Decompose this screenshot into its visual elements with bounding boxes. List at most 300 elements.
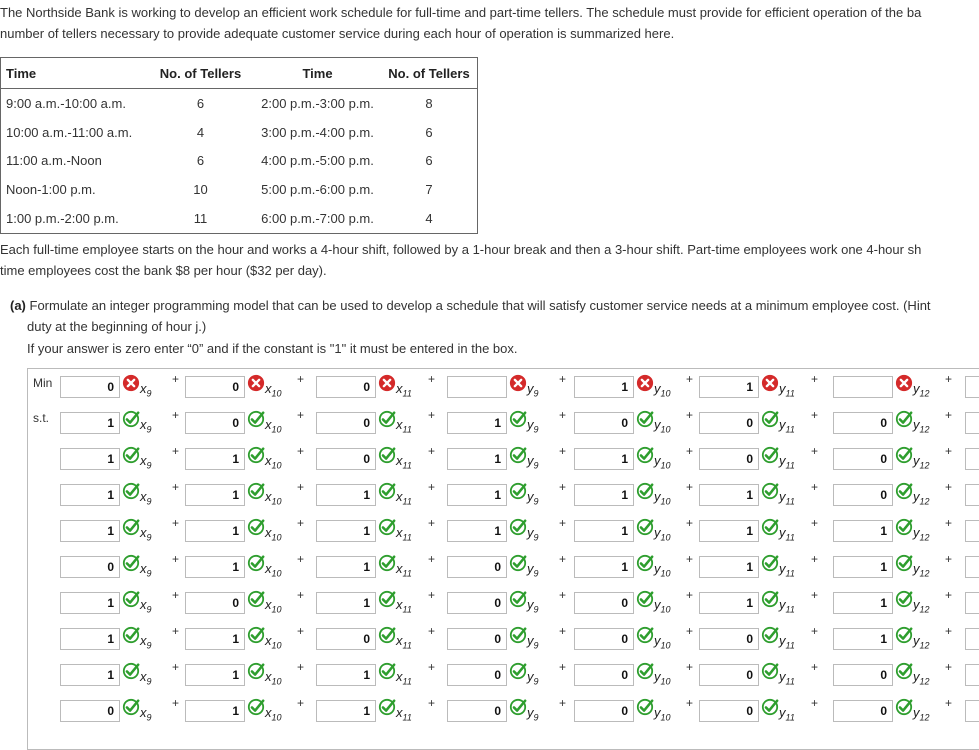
coefficient-input[interactable]: 0 xyxy=(316,376,376,398)
tellers-cell: 6 xyxy=(196,153,205,169)
variable-base: y xyxy=(913,453,920,468)
variable-subscript: 11 xyxy=(402,676,412,687)
plus-sign: + xyxy=(297,480,305,494)
variable-label xyxy=(654,633,671,651)
coefficient-input[interactable]: 1 xyxy=(316,700,376,722)
variable-base: y xyxy=(779,381,786,396)
tellers-cell: 8 xyxy=(425,95,433,111)
coefficient-input[interactable]: 1 xyxy=(447,448,507,470)
variable-subscript: 10 xyxy=(271,676,282,687)
plus-sign: + xyxy=(686,372,694,386)
variable-base: y xyxy=(779,633,786,648)
coefficient-input[interactable]: 0 xyxy=(699,448,759,470)
tellers-cell: 7 xyxy=(425,182,433,198)
plus-sign: + xyxy=(297,660,305,674)
variable-base: x xyxy=(140,381,147,396)
coefficient-input[interactable]: 1 xyxy=(833,520,893,542)
checkmark-icon xyxy=(636,698,654,716)
shift-line-2: time employees cost the bank $8 per hour ($32 per day). xyxy=(0,263,327,278)
variable-subscript: 11 xyxy=(402,532,412,543)
plus-sign: + xyxy=(428,552,436,566)
variable-label xyxy=(779,525,795,543)
coefficient-input[interactable]: 1 xyxy=(574,556,634,578)
cross-icon xyxy=(895,374,913,392)
variable-label xyxy=(779,561,795,579)
plus-sign: + xyxy=(297,372,305,386)
time-cell: 3:00 p.m.-4:00 p.m. xyxy=(261,124,374,140)
variable-subscript: 9 xyxy=(146,712,152,723)
variable-label xyxy=(913,381,930,399)
variable-base: x xyxy=(396,417,403,432)
coefficient-input[interactable] xyxy=(965,448,979,470)
coefficient-input[interactable]: 0 xyxy=(833,412,893,434)
checkmark-icon xyxy=(761,590,779,608)
variable-label xyxy=(913,669,930,687)
variable-base: x xyxy=(140,705,147,720)
variable-base: x xyxy=(396,489,403,504)
coefficient-input[interactable]: 1 xyxy=(447,520,507,542)
checkmark-icon xyxy=(247,482,265,500)
variable-label xyxy=(527,669,539,687)
variable-subscript: 10 xyxy=(660,388,671,399)
variable-base: x xyxy=(140,633,147,648)
variable-base: y xyxy=(779,597,786,612)
coefficient-input[interactable]: 1 xyxy=(833,556,893,578)
checkmark-icon xyxy=(378,482,396,500)
variable-base: x xyxy=(265,525,272,540)
plus-sign: + xyxy=(945,624,953,638)
cross-icon xyxy=(122,374,140,392)
plus-sign: + xyxy=(945,696,953,710)
variable-subscript: 10 xyxy=(271,496,282,507)
variable-base: y xyxy=(654,525,661,540)
coefficient-input[interactable]: 1 xyxy=(699,556,759,578)
question-line-2: duty at the beginning of hour j.) xyxy=(27,319,207,334)
variable-base: y xyxy=(527,381,534,396)
coefficient-input[interactable] xyxy=(965,592,979,614)
plus-sign: + xyxy=(428,696,436,710)
plus-sign: + xyxy=(686,516,694,530)
variable-base: y xyxy=(527,597,534,612)
variable-base: x xyxy=(265,705,272,720)
variable-label xyxy=(140,417,152,435)
variable-base: y xyxy=(779,705,786,720)
variable-subscript: 12 xyxy=(919,676,930,687)
checkmark-icon xyxy=(509,410,527,428)
coefficient-input[interactable]: 0 xyxy=(833,664,893,686)
coefficient-input[interactable]: 1 xyxy=(185,556,245,578)
variable-base: y xyxy=(654,489,661,504)
header-time-1: Time xyxy=(1,58,148,89)
coefficient-input[interactable]: 1 xyxy=(185,664,245,686)
variable-base: x xyxy=(396,633,403,648)
variable-base: y xyxy=(527,705,534,720)
coefficient-input[interactable]: 0 xyxy=(447,700,507,722)
variable-subscript: 11 xyxy=(785,712,795,723)
plus-sign: + xyxy=(945,480,953,494)
time-cell: 1:00 p.m.-2:00 p.m. xyxy=(6,211,119,227)
variable-label xyxy=(396,705,412,723)
coefficient-input[interactable] xyxy=(965,556,979,578)
variable-label xyxy=(779,669,795,687)
coefficient-input[interactable]: 0 xyxy=(833,448,893,470)
coefficient-input[interactable]: 1 xyxy=(316,664,376,686)
time-cell: 6:00 p.m.-7:00 p.m. xyxy=(261,211,374,227)
model-panel xyxy=(27,368,979,750)
plus-sign: + xyxy=(945,444,953,458)
table-row xyxy=(1,89,478,118)
plus-sign: + xyxy=(172,624,180,638)
coefficient-input[interactable]: 0 xyxy=(316,448,376,470)
variable-subscript: 11 xyxy=(402,568,412,579)
checkmark-icon xyxy=(378,554,396,572)
coefficient-input[interactable]: 0 xyxy=(60,556,120,578)
coefficient-input[interactable] xyxy=(965,700,979,722)
checkmark-icon xyxy=(247,410,265,428)
plus-sign: + xyxy=(811,408,819,422)
coefficient-input[interactable]: 1 xyxy=(60,520,120,542)
tellers-cell: 6 xyxy=(425,124,433,140)
variable-label xyxy=(527,561,539,579)
variable-label xyxy=(265,561,282,579)
coefficient-input[interactable]: 1 xyxy=(833,628,893,650)
coefficient-input[interactable]: 0 xyxy=(60,700,120,722)
plus-sign: + xyxy=(172,660,180,674)
variable-label xyxy=(265,669,282,687)
variable-subscript: 10 xyxy=(271,388,282,399)
checkmark-icon xyxy=(122,626,140,644)
coefficient-input[interactable]: 0 xyxy=(185,592,245,614)
variable-label xyxy=(654,705,671,723)
plus-sign: + xyxy=(686,408,694,422)
variable-subscript: 11 xyxy=(402,604,412,615)
cross-icon xyxy=(378,374,396,392)
variable-subscript: 10 xyxy=(271,640,282,651)
checkmark-icon xyxy=(247,590,265,608)
variable-subscript: 9 xyxy=(146,388,152,399)
coefficient-input[interactable]: 0 xyxy=(574,412,634,434)
answer-hint: If your answer is zero enter “0” and if the constant is "1" it must be entered in the box. xyxy=(27,341,518,356)
variable-label xyxy=(654,597,671,615)
coefficient-input[interactable]: 1 xyxy=(316,484,376,506)
tellers-cell: 11 xyxy=(193,211,208,227)
coefficient-input[interactable] xyxy=(965,628,979,650)
variable-subscript: 11 xyxy=(785,640,795,651)
variable-base: x xyxy=(265,489,272,504)
plus-sign: + xyxy=(428,480,436,494)
question-a xyxy=(10,295,931,337)
coefficient-input[interactable]: 0 xyxy=(60,376,120,398)
variable-base: x xyxy=(396,561,403,576)
coefficient-input[interactable]: 1 xyxy=(699,520,759,542)
variable-base: x xyxy=(396,525,403,540)
plus-sign: + xyxy=(172,480,180,494)
question-label: (a) xyxy=(10,298,26,313)
variable-label xyxy=(913,453,930,471)
coefficient-input[interactable]: 1 xyxy=(60,412,120,434)
variable-subscript: 11 xyxy=(402,424,412,435)
coefficient-input[interactable]: 1 xyxy=(574,520,634,542)
coefficient-input[interactable]: 1 xyxy=(833,592,893,614)
variable-subscript: 12 xyxy=(919,388,930,399)
time-cell: Noon-1:00 p.m. xyxy=(6,182,96,198)
cross-icon xyxy=(761,374,779,392)
variable-base: y xyxy=(527,561,534,576)
coefficient-input[interactable]: 1 xyxy=(60,664,120,686)
tellers-cell: 4 xyxy=(425,211,433,227)
coefficient-input[interactable]: 1 xyxy=(699,376,759,398)
coefficient-input[interactable]: 1 xyxy=(185,484,245,506)
tellers-cell: 6 xyxy=(425,153,433,169)
time-cell: 2:00 p.m.-3:00 p.m. xyxy=(261,95,374,111)
variable-subscript: 12 xyxy=(919,496,930,507)
coefficient-input[interactable] xyxy=(447,376,507,398)
plus-sign: + xyxy=(811,480,819,494)
coefficient-input[interactable]: 1 xyxy=(60,592,120,614)
coefficient-input[interactable] xyxy=(965,520,979,542)
checkmark-icon xyxy=(122,554,140,572)
coefficient-input[interactable]: 0 xyxy=(833,700,893,722)
coefficient-input[interactable]: 1 xyxy=(574,376,634,398)
tellers-cell: 4 xyxy=(196,124,205,140)
tellers-cell: 6 xyxy=(196,95,205,111)
variable-subscript: 11 xyxy=(402,712,412,723)
variable-base: y xyxy=(913,669,920,684)
checkmark-icon xyxy=(895,446,913,464)
variable-label xyxy=(265,597,282,615)
checkmark-icon xyxy=(509,626,527,644)
coefficient-input[interactable]: 1 xyxy=(60,484,120,506)
variable-subscript: 11 xyxy=(402,460,412,471)
variable-subscript: 12 xyxy=(919,424,930,435)
plus-sign: + xyxy=(172,588,180,602)
variable-label xyxy=(140,705,152,723)
plus-sign: + xyxy=(811,516,819,530)
variable-base: x xyxy=(265,453,272,468)
checkmark-icon xyxy=(509,590,527,608)
variable-subscript: 10 xyxy=(271,424,282,435)
variable-label xyxy=(654,561,671,579)
variable-subscript: 12 xyxy=(919,460,930,471)
variable-base: y xyxy=(654,381,661,396)
variable-label xyxy=(913,597,930,615)
variable-subscript: 9 xyxy=(533,388,539,399)
plus-sign: + xyxy=(428,588,436,602)
coefficient-input[interactable]: 1 xyxy=(185,700,245,722)
variable-label xyxy=(527,417,539,435)
variable-subscript: 10 xyxy=(660,568,671,579)
variable-subscript: 11 xyxy=(785,568,795,579)
checkmark-icon xyxy=(247,662,265,680)
checkmark-icon xyxy=(636,590,654,608)
time-cell: 10:00 a.m.-11:00 a.m. xyxy=(6,124,133,140)
variable-base: x xyxy=(265,597,272,612)
variable-subscript: 11 xyxy=(785,388,795,399)
checkmark-icon xyxy=(378,590,396,608)
variable-base: y xyxy=(779,417,786,432)
plus-sign: + xyxy=(811,660,819,674)
variable-base: x xyxy=(140,669,147,684)
checkmark-icon xyxy=(895,518,913,536)
variable-subscript: 9 xyxy=(533,712,539,723)
coefficient-input[interactable]: 0 xyxy=(574,700,634,722)
variable-base: x xyxy=(140,525,147,540)
shift-line-1: Each full-time employee starts on the hour and works a 4-hour shift, followed by a 1-hour break and then a 3-hour shift. Part-time employees work one 4-hour sh xyxy=(0,242,922,257)
checkmark-icon xyxy=(122,698,140,716)
coefficient-input[interactable]: 1 xyxy=(185,448,245,470)
variable-base: y xyxy=(654,417,661,432)
coefficient-input[interactable]: 0 xyxy=(447,556,507,578)
variable-base: y xyxy=(527,489,534,504)
variable-subscript: 9 xyxy=(533,604,539,615)
variable-base: y xyxy=(527,633,534,648)
variable-base: x xyxy=(140,561,147,576)
checkmark-icon xyxy=(509,698,527,716)
coefficient-input[interactable]: 1 xyxy=(447,484,507,506)
coefficient-input[interactable]: 1 xyxy=(185,520,245,542)
plus-sign: + xyxy=(945,588,953,602)
coefficient-input[interactable]: 0 xyxy=(574,592,634,614)
coefficient-input[interactable]: 0 xyxy=(185,412,245,434)
variable-subscript: 12 xyxy=(919,712,930,723)
checkmark-icon xyxy=(895,626,913,644)
coefficient-input[interactable] xyxy=(965,484,979,506)
variable-subscript: 11 xyxy=(785,532,795,543)
plus-sign: + xyxy=(559,624,567,638)
variable-label xyxy=(140,669,152,687)
plus-sign: + xyxy=(559,696,567,710)
plus-sign: + xyxy=(559,552,567,566)
coefficient-input[interactable]: 0 xyxy=(699,412,759,434)
variable-label xyxy=(527,633,539,651)
variable-subscript: 9 xyxy=(146,604,152,615)
plus-sign: + xyxy=(686,624,694,638)
coefficient-input[interactable] xyxy=(965,412,979,434)
coefficient-input[interactable]: 1 xyxy=(574,484,634,506)
variable-base: y xyxy=(779,525,786,540)
checkmark-icon xyxy=(122,590,140,608)
coefficient-input[interactable]: 0 xyxy=(316,628,376,650)
question-line-1: Formulate an integer programming model that can be used to develop a schedule that will satisfy customer service needs at a minimum employee cost. (Hint xyxy=(25,298,931,313)
plus-sign: + xyxy=(172,372,180,386)
coefficient-input[interactable] xyxy=(833,376,893,398)
coefficient-input[interactable]: 0 xyxy=(185,376,245,398)
checkmark-icon xyxy=(378,410,396,428)
intro-line-1: The Northside Bank is working to develop an efficient work schedule for full-time and part-time tellers. The schedule must provide for efficient operation of the ba xyxy=(0,5,922,20)
checkmark-icon xyxy=(122,518,140,536)
plus-sign: + xyxy=(945,552,953,566)
coefficient-input[interactable]: 1 xyxy=(60,448,120,470)
variable-subscript: 10 xyxy=(660,532,671,543)
variable-subscript: 10 xyxy=(271,568,282,579)
variable-subscript: 9 xyxy=(146,676,152,687)
st-label: s.t. xyxy=(33,411,50,425)
plus-sign: + xyxy=(172,552,180,566)
coefficient-input[interactable]: 0 xyxy=(447,628,507,650)
coefficient-input[interactable]: 0 xyxy=(699,700,759,722)
coefficient-input[interactable] xyxy=(965,376,979,398)
variable-label xyxy=(265,381,282,399)
variable-base: x xyxy=(140,417,147,432)
variable-subscript: 9 xyxy=(146,532,152,543)
variable-base: x xyxy=(396,669,403,684)
variable-subscript: 9 xyxy=(533,496,539,507)
variable-base: x xyxy=(396,381,403,396)
coefficient-input[interactable]: 1 xyxy=(699,592,759,614)
coefficient-input[interactable]: 1 xyxy=(316,556,376,578)
variable-label xyxy=(396,669,412,687)
variable-base: y xyxy=(527,417,534,432)
variable-base: y xyxy=(913,489,920,504)
variable-subscript: 11 xyxy=(785,496,795,507)
variable-base: y xyxy=(654,705,661,720)
coefficient-input[interactable]: 1 xyxy=(699,484,759,506)
variable-label xyxy=(396,417,412,435)
coefficient-input[interactable]: 0 xyxy=(833,484,893,506)
coefficient-input[interactable] xyxy=(965,664,979,686)
coefficient-input[interactable]: 1 xyxy=(316,520,376,542)
table-row xyxy=(1,147,478,176)
variable-base: y xyxy=(654,669,661,684)
time-cell: 9:00 a.m.-10:00 a.m. xyxy=(6,95,126,111)
coefficient-input[interactable]: 0 xyxy=(699,664,759,686)
coefficient-input[interactable]: 1 xyxy=(447,412,507,434)
coefficient-input[interactable]: 0 xyxy=(699,628,759,650)
variable-label xyxy=(779,597,795,615)
time-cell: 4:00 p.m.-5:00 p.m. xyxy=(261,153,374,169)
checkmark-icon xyxy=(378,518,396,536)
checkmark-icon xyxy=(378,662,396,680)
variable-base: y xyxy=(779,669,786,684)
coefficient-input[interactable]: 1 xyxy=(185,628,245,650)
coefficient-input[interactable]: 0 xyxy=(574,664,634,686)
checkmark-icon xyxy=(122,446,140,464)
header-tellers-1: No. of Tellers xyxy=(147,58,254,89)
plus-sign: + xyxy=(428,624,436,638)
plus-sign: + xyxy=(686,696,694,710)
variable-base: x xyxy=(140,453,147,468)
variable-subscript: 11 xyxy=(402,388,412,399)
coefficient-input[interactable]: 1 xyxy=(316,592,376,614)
coefficient-input[interactable]: 1 xyxy=(574,448,634,470)
variable-base: x xyxy=(265,669,272,684)
variable-label xyxy=(779,705,795,723)
variable-label xyxy=(654,525,671,543)
checkmark-icon xyxy=(761,626,779,644)
variable-base: y xyxy=(913,597,920,612)
checkmark-icon xyxy=(509,554,527,572)
coefficient-input[interactable]: 0 xyxy=(574,628,634,650)
variable-label xyxy=(779,489,795,507)
coefficient-input[interactable]: 0 xyxy=(316,412,376,434)
plus-sign: + xyxy=(686,444,694,458)
variable-base: y xyxy=(527,669,534,684)
plus-sign: + xyxy=(559,516,567,530)
variable-subscript: 11 xyxy=(402,496,412,507)
variable-subscript: 11 xyxy=(785,424,795,435)
plus-sign: + xyxy=(686,480,694,494)
variable-subscript: 10 xyxy=(660,604,671,615)
plus-sign: + xyxy=(559,408,567,422)
plus-sign: + xyxy=(428,372,436,386)
plus-sign: + xyxy=(811,588,819,602)
checkmark-icon xyxy=(509,518,527,536)
variable-base: x xyxy=(396,453,403,468)
coefficient-input[interactable]: 1 xyxy=(60,628,120,650)
variable-base: x xyxy=(265,381,272,396)
coefficient-input[interactable]: 0 xyxy=(447,664,507,686)
coefficient-input[interactable]: 0 xyxy=(447,592,507,614)
